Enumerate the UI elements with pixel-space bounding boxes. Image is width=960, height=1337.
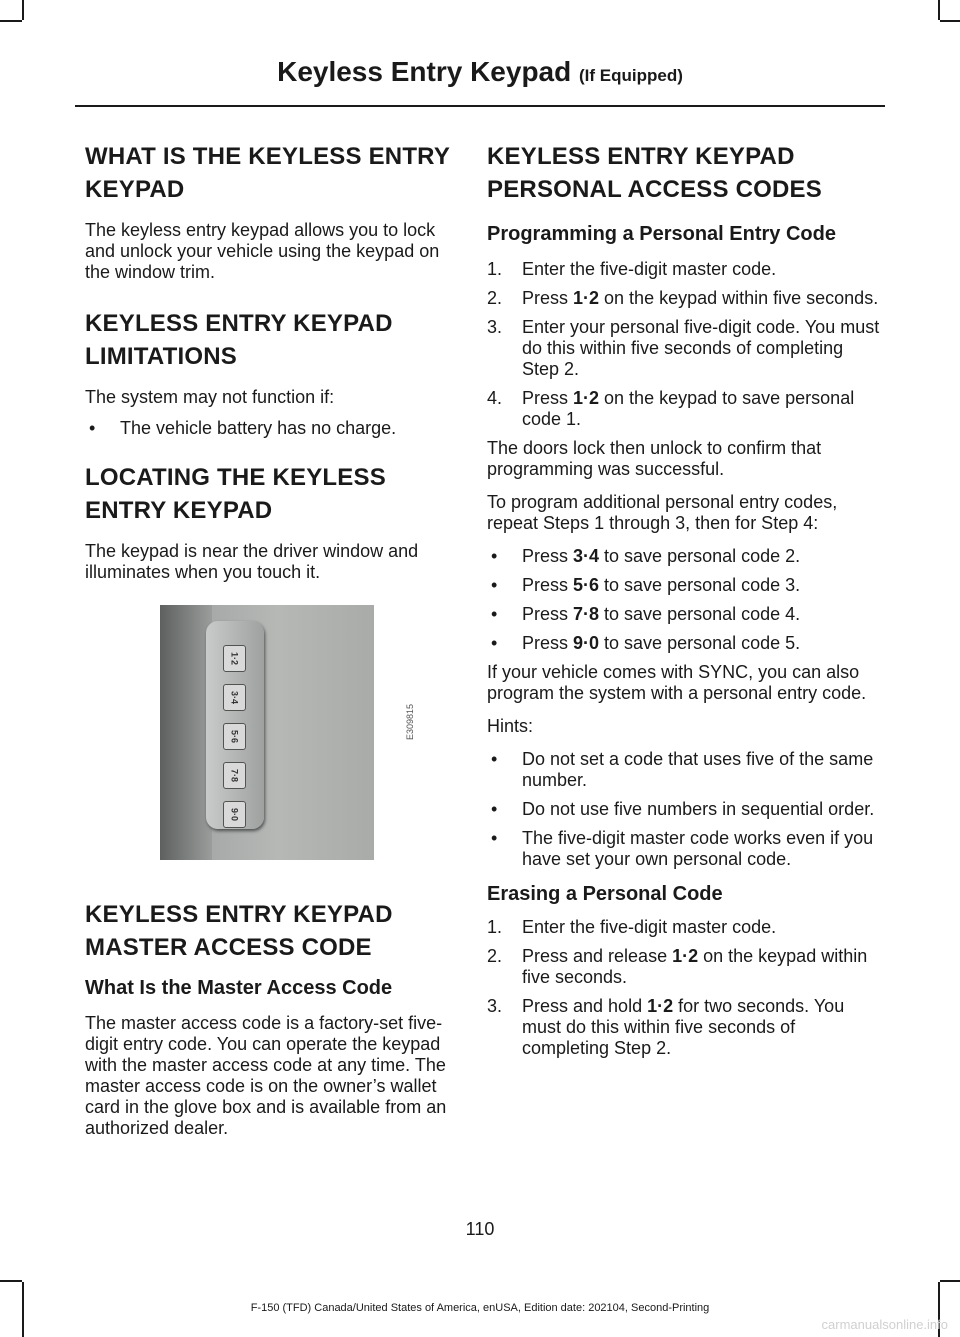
crop-mark <box>0 1280 22 1282</box>
page-number: 110 <box>465 1219 495 1239</box>
hints-list <box>487 749 882 870</box>
subheading: Erasing a Personal Code <box>487 883 723 905</box>
keypad-key: 9·0 <box>223 801 246 828</box>
image-code: E309815 <box>404 703 415 741</box>
paragraph: If your vehicle comes with SYNC, you can also program the system with a personal entry code. <box>487 662 867 703</box>
keypad-key: 7·8 <box>223 762 246 789</box>
section-heading: LOCATING THE KEYLESS ENTRY KEYPAD <box>85 464 386 524</box>
left-column <box>85 140 450 1151</box>
keypad-key: 5·6 <box>223 723 246 750</box>
list-item: • Press 3·4 to save personal code 2. <box>491 546 801 566</box>
paragraph: The doors lock then unlock to confirm that programming was successful. <box>487 438 822 479</box>
crop-mark <box>938 0 940 20</box>
crop-mark <box>940 20 960 22</box>
right-column <box>487 140 882 1067</box>
watermark: carmanualsonline.info <box>821 1317 948 1332</box>
list-item: • Do not set a code that uses five of the same number. <box>491 749 874 790</box>
section-heading: KEYLESS ENTRY KEYPAD PERSONAL ACCESS CODES <box>487 143 822 203</box>
step-item: 2. Press and release 1·2 on the keypad within five seconds. <box>487 946 868 987</box>
page-header-title <box>0 56 960 88</box>
step-item: 1. Enter the five-digit master code. <box>487 917 777 937</box>
paragraph: The system may not function if: <box>85 387 335 407</box>
erasing-steps <box>487 917 882 1059</box>
header-qualifier: (If Equipped) <box>579 66 683 85</box>
step-item: 3. Press and hold 1·2 for two seconds. You must do this within five seconds of completing Step 2. <box>487 996 845 1058</box>
crop-mark <box>0 20 22 22</box>
step-item: 1. Enter the five-digit master code. <box>487 259 777 279</box>
list-item: • Press 7·8 to save personal code 4. <box>491 604 801 624</box>
window-trim-shade <box>160 605 212 860</box>
header-title-text: Keyless Entry Keypad <box>277 56 572 87</box>
step-item: 2. Press 1·2 on the keypad within five seconds. <box>487 288 879 308</box>
crop-mark <box>940 1280 960 1282</box>
paragraph: The keyless entry keypad allows you to lock and unlock your vehicle using the keypad on the window trim. <box>85 220 440 282</box>
step-item: 3. Enter your personal five-digit code. You must do this within five seconds of completing Step 2. <box>487 317 880 379</box>
keypad-key: 3·4 <box>223 684 246 711</box>
list-item: • The vehicle battery has no charge. <box>89 418 397 438</box>
crop-mark <box>22 0 24 20</box>
list-item: • Do not use five numbers in sequential order. <box>491 799 875 819</box>
hints-label: Hints: <box>487 716 534 736</box>
keypad-key: 1·2 <box>223 645 246 672</box>
limitations-list <box>85 418 450 439</box>
footer-edition-text: F-150 (TFD) Canada/United States of America, enUSA, Edition date: 202104, Second-Printing <box>250 1302 710 1314</box>
subheading: Programming a Personal Entry Code <box>487 223 836 245</box>
subheading: What Is the Master Access Code <box>85 977 393 999</box>
section-heading: WHAT IS THE KEYLESS ENTRY KEYPAD <box>85 143 450 203</box>
list-item: • Press 9·0 to save personal code 5. <box>491 633 801 653</box>
header-divider <box>75 105 885 107</box>
section-heading: KEYLESS ENTRY KEYPAD LIMITATIONS <box>85 310 393 370</box>
list-item: • Press 5·6 to save personal code 3. <box>491 575 801 595</box>
keypad-figure <box>160 605 415 860</box>
step-item: 4. Press 1·2 on the keypad to save personal code 1. <box>487 388 855 429</box>
paragraph: The master access code is a factory-set five-digit entry code. You can operate the keypad with the master access code at any time. The master access code is on the owner’s wallet card in the glove box and is available from an authorized dealer. <box>85 1013 447 1138</box>
list-item: • The five-digit master code works even if you have set your own personal code. <box>491 828 874 869</box>
additional-codes-list <box>487 546 882 654</box>
programming-steps <box>487 259 882 430</box>
keypad-strip <box>206 621 264 829</box>
section-heading: KEYLESS ENTRY KEYPAD MASTER ACCESS CODE <box>85 901 393 961</box>
paragraph: The keypad is near the driver window and illuminates when you touch it. <box>85 541 419 582</box>
paragraph: To program additional personal entry codes, repeat Steps 1 through 3, then for Step 4: <box>487 492 838 533</box>
